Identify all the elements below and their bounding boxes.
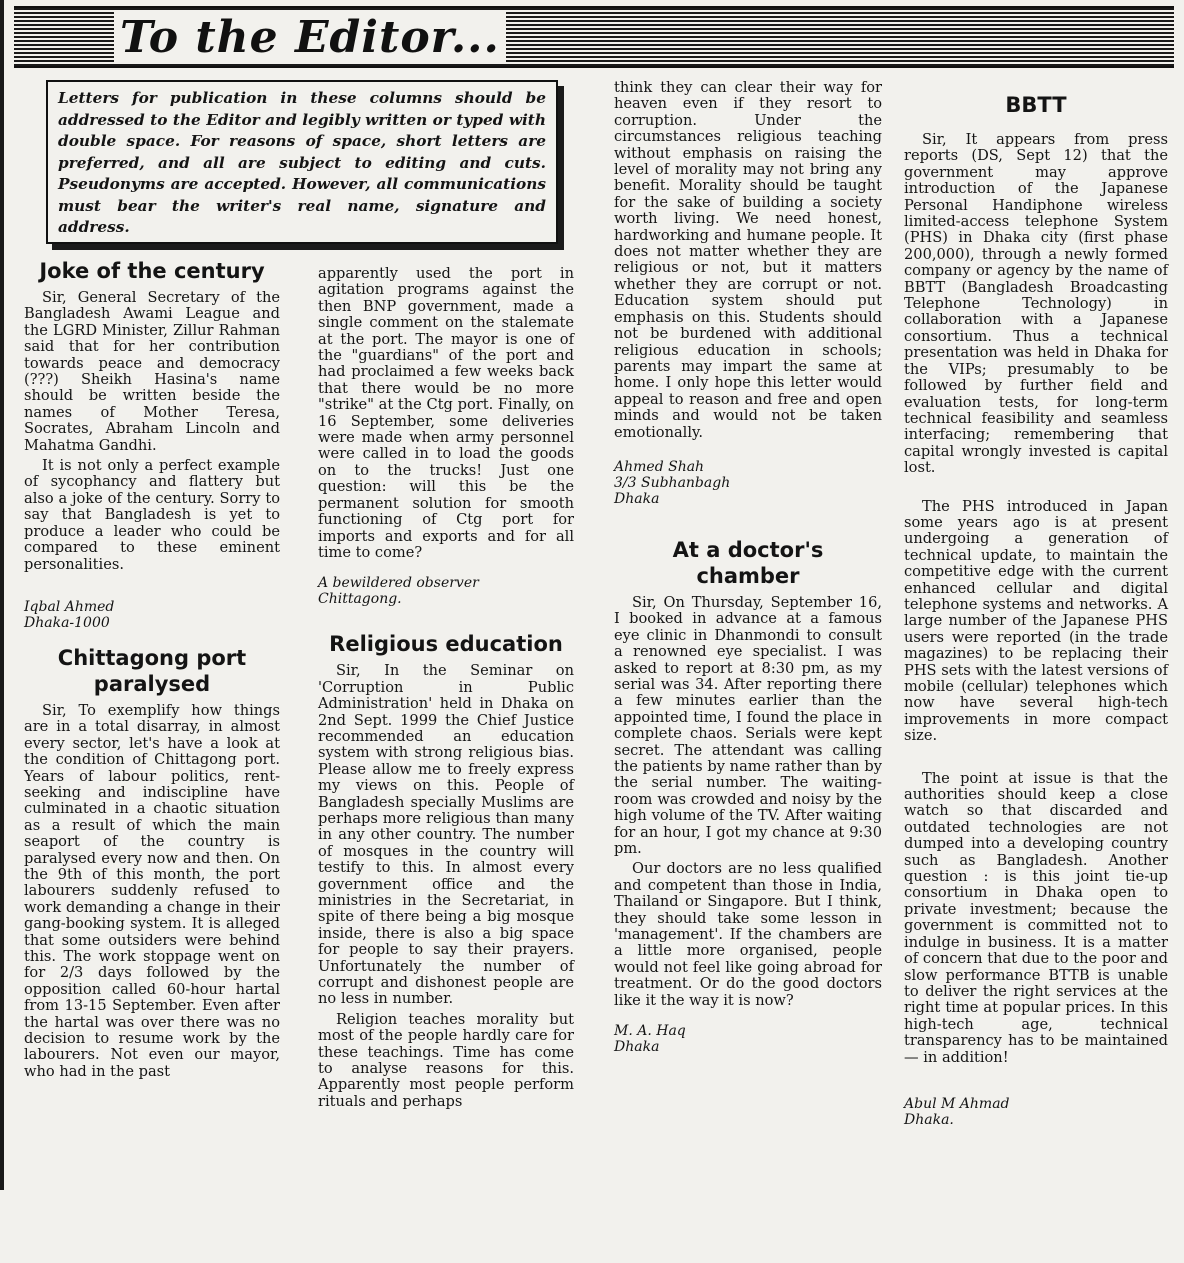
section-title: To the Editor... xyxy=(114,12,506,64)
letter-paragraph: Religion teaches morality but most of the people hardly care for these teachings. Time has come to analyse reasons for this. Apparently most people perform rituals and perhaps xyxy=(318,1010,574,1110)
letter-paragraph: think they can clear their way for heaven even if they resort to corruption. Under the circumstances religious teaching without emphasis on raising the level of morality may not bring any benefit. Morality should be taught for the sake of building a society worth living. We need honest, hardworking and humane people. It does not matter whether they are religious or not, but it matters whether they are corrupt or not. Education system should put emphasis on this. Students should not be burdened with additional religious education in schools; parents may impart the same at home. I only hope this letter would appeal to reason and free and open minds and would not be taken emotionally. xyxy=(614,79,882,441)
letter-paragraph: Sir, It appears from press reports (DS, Sept 12) that the government may approve introduction of the Japanese Personal Handiphone wireless limited-access telephone System (PHS) in Dhaka city (first phase 200,000), through a newly formed company or agency by the name of BBTT (Bangladesh Broadcasting Telephone Technology) in collaboration with a Japanese consortium. Thus a technical presentation was held in Dhaka for the VIPs; presumably to be followed by further field and evaluation tests, for long-term technical feasibility and seamless interfacing; remembering that capital wrongly invested is capital lost. xyxy=(904,131,1168,477)
letter-paragraph: Sir, To exemplify how things are in a total disarray, in almost every sector, let's have a look at the condition of Chittagong port. Years of labour politics, rent-seeking and indiscipline have culminated in a chaotic situation as a result of which the main seaport of the country is paralysed every now and then. On the 9th of this month, the port labourers suddenly refused to work demanding a change in their gang-booking system. It is alleged that some outsiders were behind this. The work stoppage went on for 2/3 days followed by the opposition called 60-hour hartal from 13-15 September. Even after the hartal was over there was no decision to resume work by the labourers. Not even our mayor, who had in the past xyxy=(24,701,280,1080)
column-3 xyxy=(614,80,882,1055)
section-banner xyxy=(14,6,1174,68)
author-address: Chittagong. xyxy=(318,591,402,608)
page-left-rule xyxy=(0,0,4,1190)
letter-signature xyxy=(904,1096,1168,1128)
letter-title: Joke of the century xyxy=(39,259,265,283)
submission-notice: Letters for publication in these columns should be addressed to the Editor and legibly written or typed with double space. For reasons of space, short letters are preferred, and all are subject to editing and cuts. Pseudonyms are accepted. However, all communications must bear the writer's real name, signature and address. xyxy=(46,80,558,244)
letter-port xyxy=(24,645,280,1080)
author-address: Dhaka xyxy=(614,1039,660,1056)
author-name: A bewildered observer xyxy=(318,575,479,592)
author-name: Ahmed Shah xyxy=(614,458,705,475)
letter-signature xyxy=(24,599,280,631)
author-address: 3/3 Subhanbagh xyxy=(614,474,731,491)
letter-doctor xyxy=(614,537,882,1055)
letter-signature xyxy=(614,459,882,507)
letter-paragraph: Sir, In the Seminar on 'Corruption in Public Administration' held in Dhaka on 2nd Sept. 1999 the Chief Justice recommended an education system with strong religious bias. Please allow me to freely express my views on this. People of Bangladesh specially Muslims are perhaps more religious than many in any other country. The number of mosques in the country will testify to this. In almost every government office and the ministries in the Secretariat, in spite of there being a big mosque inside, there is also a big space for people to say their prayers. Unfortunately the number of corrupt and dishonest people are no less in number. xyxy=(318,662,574,1008)
letter-signature xyxy=(318,575,574,607)
letter-paragraph: The point at issue is that the authorities should keep a close watch so that discarded and outdated technologies are not dumped into a developing country such as Bangladesh. Another question : is this joint tie-up consortium in Dhaka open to private investment; because the government is committed not to indulge in business. It is a matter of concern that due to the poor and slow performance BTTB is unable to deliver the right services at the right time at popular prices. In this high-tech age, technical transparency has to be maintained — in addition! xyxy=(904,769,1168,1066)
letter-title: BBTT xyxy=(1005,93,1067,117)
letter-joke xyxy=(24,258,280,631)
author-name: Abul M Ahmad xyxy=(904,1095,1010,1112)
author-address: Dhaka. xyxy=(904,1111,954,1128)
letter-title: Chittagong port paralysed xyxy=(57,645,247,696)
letter-paragraph: The PHS introduced in Japan some years ago is at present undergoing a generation of technical update, to maintain the competitive edge with the current enhanced cellular and digital telephone systems and networks. A large number of the Japanese PHS users were reported (in the trade magazines) to be replacing their PHS sets with the latest versions of mobile (cellular) telephones which now have several high-tech improvements in more compact size. xyxy=(904,497,1168,745)
letter-religion xyxy=(318,631,574,1110)
letter-title: At a doctor's chamber xyxy=(672,537,824,588)
letter-paragraph: Sir, On Thursday, September 16, I booked in advance at a famous eye clinic in Dhanmondi to consult a renowned eye specialist. I was asked to report at 8:30 pm, as my serial was 34. After reporting there a few minutes earlier than the appointed time, I found the place in complete chaos. Serials were kept secret. The attendant was calling the patients by name rather than by the serial number. The waiting-room was crowded and noisy by the high volume of the TV. After waiting for an hour, I got my chance at 9:30 pm. xyxy=(614,593,882,858)
letter-paragraph: apparently used the port in agitation programs against the then BNP government, made a single comment on the stalemate at the port. The mayor is one of the "guardians" of the port and had proclaimed a few weeks back that there would be no more "strike" at the Ctg port. Finally, on 16 September, some deliveries were made when army personnel were called in to load the goods on to the trucks! Just one question: will this be the permanent solution for smooth functioning of Ctg port for imports and exports and for all time to come? xyxy=(318,265,574,561)
letter-signature xyxy=(614,1023,882,1055)
column-4 xyxy=(904,92,1168,1128)
column-2 xyxy=(318,266,574,1110)
author-name: M. A. Haq xyxy=(614,1023,686,1040)
author-name: Iqbal Ahmed xyxy=(24,598,115,615)
letter-paragraph: It is not only a perfect example of sycophancy and flattery but also a joke of the century. Sorry to say that Bangladesh is yet to produce a leader who could be compared to these eminent personalities. xyxy=(24,457,280,573)
letter-paragraph: Sir, General Secretary of the Bangladesh Awami League and the LGRD Minister, Zillur Rahman said that for her contribution towards peace and democracy (???) Sheikh Hasina's name should be written beside the names of Mother Teresa, Socrates, Abraham Lincoln and Mahatma Gandhi. xyxy=(24,289,280,454)
letter-paragraph: Our doctors are no less qualified and competent than those in India, Thailand or Singapore. But I think, they should take some lesson in 'management'. If the chambers are a little more organised, people would not feel like going abroad for treatment. Or do the good doctors like it the way it is now? xyxy=(614,860,882,1009)
letter-bbtt xyxy=(904,92,1168,1128)
column-1 xyxy=(24,258,280,1080)
author-address: Dhaka xyxy=(614,490,660,507)
letter-title: Religious education xyxy=(329,632,563,657)
author-address: Dhaka-1000 xyxy=(24,614,110,631)
